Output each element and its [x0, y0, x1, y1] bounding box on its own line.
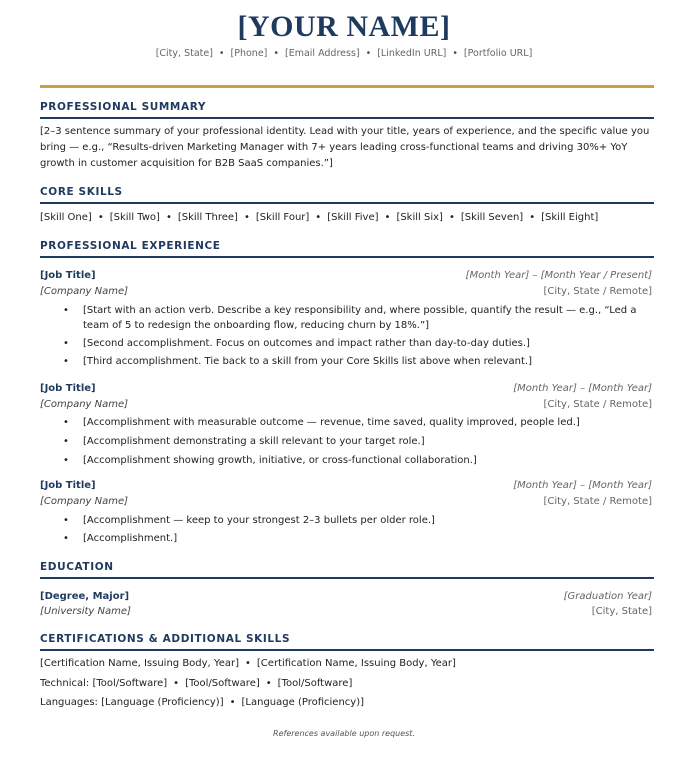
university-name: [University Name]: [40, 606, 131, 617]
references-note: References available upon request.: [273, 729, 415, 738]
university-row: [40, 604, 652, 619]
header-divider: [40, 85, 654, 88]
skill-item: [Skill One]: [40, 212, 92, 223]
separator-dot: •: [315, 212, 322, 223]
job-bullets: [40, 303, 654, 372]
skills-line: [40, 210, 654, 226]
job-company-row: [40, 397, 652, 412]
skill-item: [Skill Seven]: [460, 212, 524, 223]
separator-dot: •: [384, 212, 391, 223]
job-title: [Job Title]: [40, 383, 96, 394]
separator-dot: •: [452, 48, 458, 59]
separator-dot: •: [229, 697, 236, 708]
bullet-text: [Accomplishment.]: [83, 533, 178, 544]
contact-line: [0, 48, 688, 59]
list-item: [40, 513, 654, 528]
separator-dot: •: [448, 212, 455, 223]
job-location: [City, State / Remote]: [543, 286, 652, 297]
company-name: [Company Name]: [40, 286, 129, 297]
bullet-dot: •: [63, 455, 69, 466]
job-bullets: [40, 415, 654, 471]
bullet-dot: •: [63, 515, 69, 526]
skill-item: [Skill Four]: [255, 212, 310, 223]
contact-portfolio: [Portfolio URL]: [463, 48, 533, 59]
university-location: [City, State]: [591, 606, 652, 617]
bullet-dot: •: [63, 436, 69, 447]
section-heading-experience: PROFESSIONAL EXPERIENCE: [40, 240, 654, 258]
section-heading-summary: PROFESSIONAL SUMMARY: [40, 101, 654, 119]
section-heading-certifications: CERTIFICATIONS & ADDITIONAL SKILLS: [40, 633, 654, 651]
separator-dot: •: [245, 658, 251, 669]
summary-text: [2–3 sentence summary of your professional identity. Lead with your title, years of experience, and the specific value you bring — e.g., “Results-driven Marketing Manager with 7+ years leading cross-functional teams and driving 30%+ YoY growth in customer acquisition for B2B SaaS companies.”]: [40, 126, 650, 169]
degree: [Degree, Major]: [40, 591, 130, 602]
job-location: [City, State / Remote]: [543, 496, 652, 507]
section-heading-skills: CORE SKILLS: [40, 186, 654, 204]
job-dates: [Month Year] – [Month Year / Present]: [465, 270, 652, 281]
contact-city: [City, State]: [155, 48, 213, 59]
job-title-row: [40, 381, 652, 396]
bullet-dot: •: [63, 305, 69, 316]
bullet-dot: •: [63, 417, 69, 428]
skill-item: [Skill Two]: [109, 212, 160, 223]
job-dates: [Month Year] – [Month Year]: [513, 383, 652, 394]
list-item: [40, 415, 654, 430]
tool-item: [Tool/Software]: [185, 678, 260, 689]
separator-dot: •: [243, 212, 250, 223]
contact-linkedin: [LinkedIn URL]: [377, 48, 447, 59]
job-company-row: [40, 284, 652, 299]
separator-dot: •: [218, 48, 225, 59]
job-company-row: [40, 494, 652, 509]
job-title: [Job Title]: [40, 270, 96, 281]
tool-item: [Tool/Software]: [92, 678, 168, 689]
bullet-dot: •: [63, 533, 69, 544]
bullet-dot: •: [63, 338, 69, 349]
languages-line: [40, 695, 654, 711]
language-item: [Language (Proficiency)]: [101, 697, 224, 708]
list-item: [40, 354, 654, 369]
contact-phone: [Phone]: [230, 48, 268, 59]
certifications-line: [40, 656, 654, 672]
list-item: [40, 453, 654, 468]
list-item: [40, 303, 654, 333]
languages-label: Languages:: [40, 697, 98, 708]
job-title: [Job Title]: [40, 480, 96, 491]
list-item: [40, 434, 654, 449]
separator-dot: •: [365, 48, 372, 59]
separator-dot: •: [165, 212, 172, 223]
bullet-text: [Accomplishment demonstrating a skill relevant to your target role.]: [83, 436, 425, 447]
separator-dot: •: [273, 48, 279, 59]
bullet-text: [Accomplishment with measurable outcome — revenue, time saved, quality improved, people led.]: [83, 417, 580, 428]
bullet-text: [Second accomplishment. Focus on outcomes and impact rather than day-to-day duties.]: [83, 338, 530, 349]
job-location: [City, State / Remote]: [543, 399, 652, 410]
job-title-row: [40, 478, 652, 493]
company-name: [Company Name]: [40, 496, 129, 507]
bullet-dot: •: [63, 356, 69, 367]
tool-item: [Tool/Software]: [277, 678, 353, 689]
language-item: [Language (Proficiency)]: [241, 697, 364, 708]
technical-label: Technical:: [40, 678, 90, 689]
job-dates: [Month Year] – [Month Year]: [513, 480, 652, 491]
company-name: [Company Name]: [40, 399, 129, 410]
contact-email: [Email Address]: [284, 48, 360, 59]
degree-row: [40, 589, 652, 604]
skill-item: [Skill Six]: [396, 212, 443, 223]
separator-dot: •: [529, 212, 536, 223]
certification-item: [Certification Name, Issuing Body, Year]: [256, 658, 456, 669]
skill-item: [Skill Eight]: [541, 212, 599, 223]
skill-item: [Skill Three]: [177, 212, 238, 223]
list-item: [40, 531, 654, 546]
separator-dot: •: [97, 212, 104, 223]
section-heading-education: EDUCATION: [40, 561, 654, 579]
candidate-name: [YOUR NAME]: [237, 10, 451, 43]
skill-item: [Skill Five]: [327, 212, 379, 223]
graduation-year: [Graduation Year]: [563, 591, 652, 602]
certification-item: [Certification Name, Issuing Body, Year]: [40, 658, 239, 669]
bullet-text: [Accomplishment — keep to your strongest 2–3 bullets per older role.]: [83, 515, 435, 526]
bullet-text: [Start with an action verb. Describe a key responsibility and, where possible, quantify the result — e.g., “Led a team of 5 to redesign the onboarding flow, reducing churn by 18%.”]: [83, 305, 637, 331]
job-bullets: [40, 513, 654, 549]
job-title-row: [40, 268, 652, 283]
separator-dot: •: [173, 678, 180, 689]
list-item: [40, 336, 654, 351]
bullet-text: [Third accomplishment. Tie back to a skill from your Core Skills list above when relevant.]: [83, 356, 532, 367]
separator-dot: •: [265, 678, 272, 689]
technical-line: [40, 676, 654, 692]
bullet-text: [Accomplishment showing growth, initiative, or cross-functional collaboration.]: [83, 455, 477, 466]
